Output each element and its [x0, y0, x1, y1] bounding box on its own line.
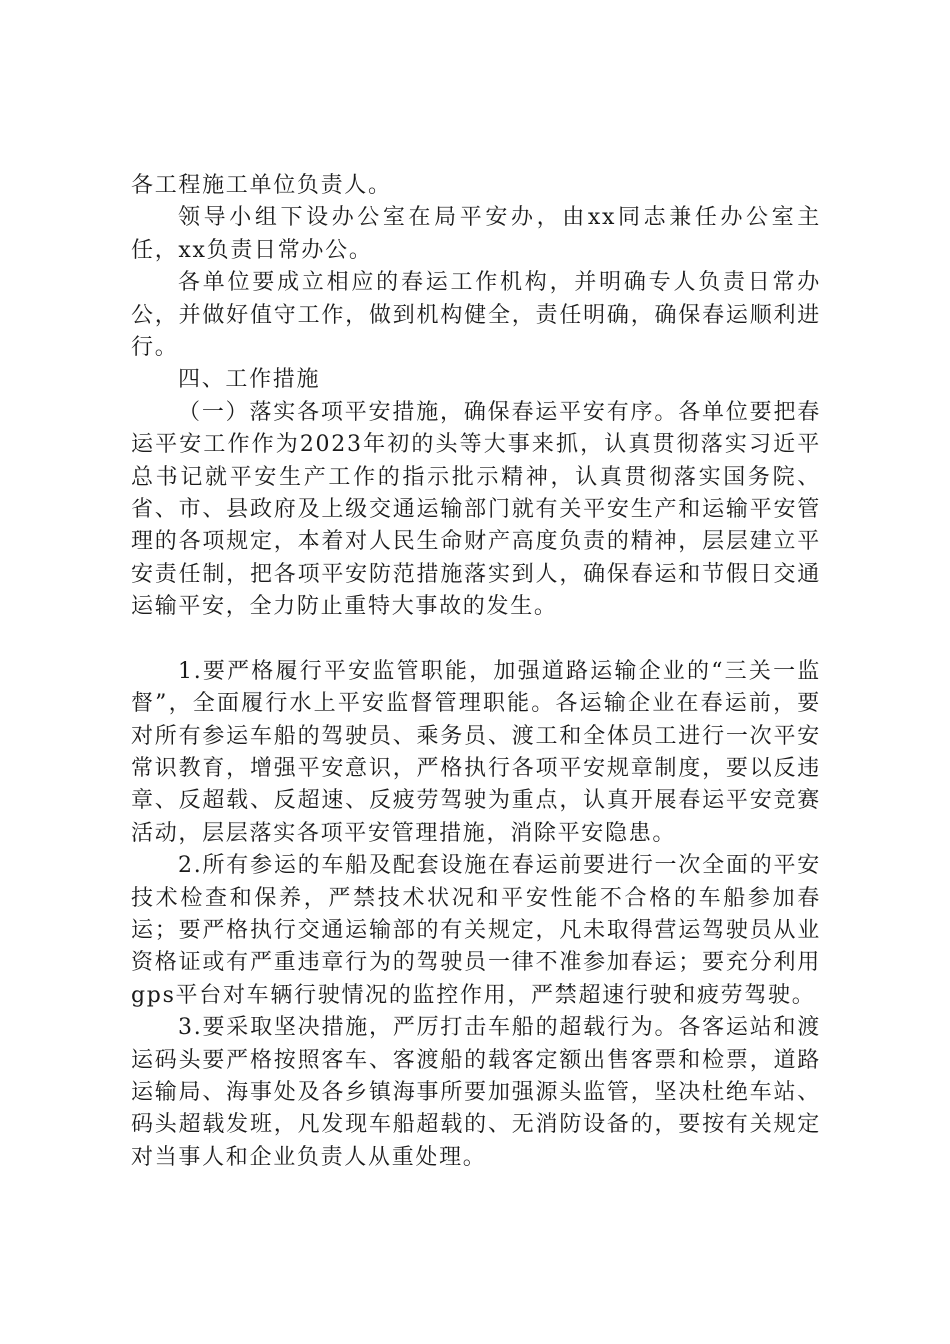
paragraph-item-3: 3.要采取坚决措施，严厉打击车船的超载行为。各客运站和渡运码头要严格按照客车、客渡船的载客定额出售客票和检票，道路运输局、海事处及各乡镇海事所要加强源头监管，坚决杜绝车站、码头超载发班，凡发现车船超载的、无消防设备的，要按有关规定对当事人和企业负责人从重处理。 [131, 1015, 821, 1170]
document-body [131, 170, 821, 1174]
paragraph-item-1: 1.要严格履行平安监管职能，加强道路运输企业的“三关一监督”，全面履行水上平安监督管理职能。各运输企业在春运前，要对所有参运车船的驾驶员、乘务员、渡工和全体员工进行一次平安常识教育，增强平安意识，严格执行各项平安规章制度，要以反违章、反超载、反超速、反疲劳驾驶为重点，认真开展春运平安竞赛活动，层层落实各项平安管理措施，消除平安隐患。 [131, 658, 821, 846]
paragraph-continuation: 各工程施工单位负责人。 [131, 173, 392, 198]
paragraph-safety-measures: （一）落实各项平安措施，确保春运平安有序。各单位要把春运平安工作作为2023年初的头等大事来抓，认真贯彻落实习近平总书记就平安生产工作的指示批示精神，认真贯彻落实国务院、省、市、县政府及上级交通运输部门就有关平安生产和运输平安管理的各项规定，本着对人民生命财产高度负责的精神，层层建立平安责任制，把各项平安防范措施落实到人，确保春运和节假日交通运输平安，全力防止重特大事故的发生。 [131, 399, 821, 620]
paragraph-item-2: 2.所有参运的车船及配套设施在春运前要进行一次全面的平安技术检查和保养，严禁技术状况和平安性能不合格的车船参加春运；要严格执行交通运输部的有关规定，凡未取得营运驾驶员从业资格证或有严重违章行为的驾驶员一律不准参加春运；要充分利用gps平台对车辆行驶情况的监控作用，严禁超速行驶和疲劳驾驶。 [131, 853, 821, 1008]
paragraph-units: 各单位要成立相应的春运工作机构，并明确专人负责日常办公，并做好值守工作，做到机构健全，责任明确，确保春运顺利进行。 [131, 270, 821, 361]
section-heading-measures: 四、工作措施 [178, 367, 321, 393]
paragraph-office: 领导小组下设办公室在局平安办，由xx同志兼任办公室主任，xx负责日常办公。 [131, 205, 821, 263]
